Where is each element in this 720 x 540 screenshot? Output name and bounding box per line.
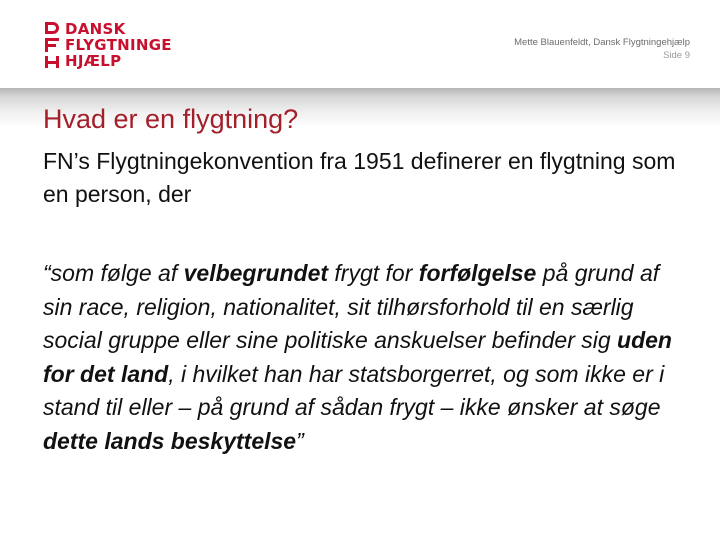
quote-text: på grund af sin race, religion, nationalitet, sit tilhørsforhold til en særlig social gruppe eller sine politiske anskuelser befinder sig bbox=[43, 260, 660, 353]
quote-text: ” bbox=[296, 427, 304, 454]
quote-emphasis: forfølgelse bbox=[418, 260, 537, 286]
slide-title: Hvad er en flygtning? bbox=[43, 104, 299, 134]
quote-text: frygt for bbox=[328, 260, 419, 286]
dfh-logo bbox=[44, 21, 174, 69]
quote-emphasis: dette lands beskyttelse bbox=[43, 427, 297, 454]
logo-line-2: FLYGTNINGE bbox=[65, 36, 172, 54]
logo-wordmark bbox=[65, 21, 172, 69]
quote-emphasis: velbegrundet bbox=[183, 260, 329, 286]
author-label: Mette Blauenfeldt, Dansk Flygtningehjælp bbox=[514, 37, 690, 48]
definition-quote bbox=[43, 257, 693, 458]
logo-line-3: HJÆLP bbox=[65, 52, 122, 70]
slide-meta bbox=[514, 36, 690, 62]
quote-text: , i hvilket han har statsborgerret, og som ikke er i stand til eller – på grund af sådan frygt – ikke ønsker at søge bbox=[43, 360, 665, 420]
logo-line-1: DANSK bbox=[65, 20, 126, 38]
quote-text: “som følge af bbox=[43, 260, 184, 286]
slide-intro: FN’s Flygtningekonvention fra 1951 definerer en flygtning som en person, der bbox=[43, 148, 676, 207]
page-number: Side 9 bbox=[663, 50, 690, 61]
quote-emphasis: uden for det land bbox=[43, 327, 672, 387]
logo-mark-icon bbox=[44, 21, 60, 69]
